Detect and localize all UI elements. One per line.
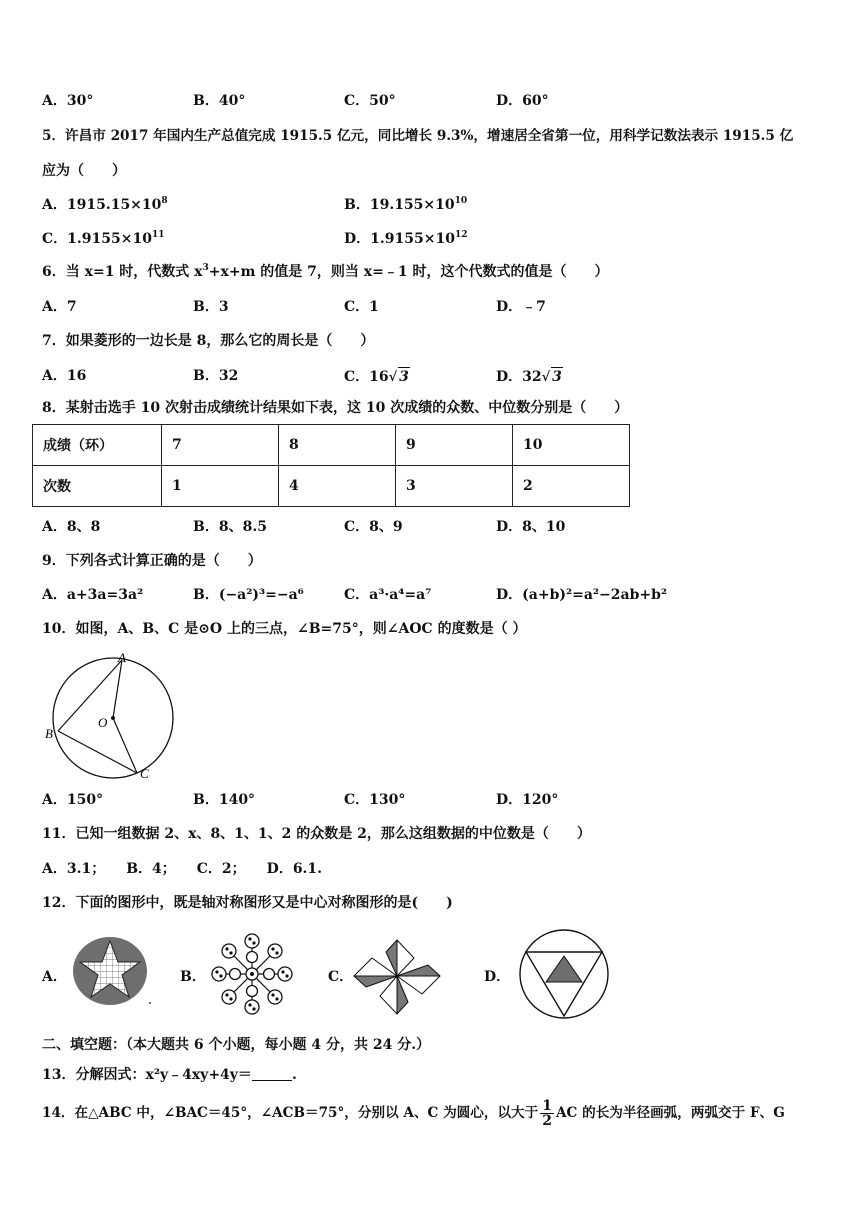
- q5-option-c: C．$1.9155\times 10^{11}$: [42, 230, 165, 247]
- q7-option-a: A．16: [42, 368, 87, 384]
- q7-option-d: D．32√ 3: [496, 369, 562, 385]
- q9-option-d: D．(a+b)²=a²−2ab+b²: [496, 587, 668, 603]
- q9-stem: 9．下列各式计算正确的是（ ）: [42, 553, 262, 569]
- q6-option-d: D．﹣7: [496, 299, 546, 315]
- q4-option-d: D．60°: [496, 93, 549, 109]
- q7-stem: 7．如果菱形的一边长是 8，那么它的周长是（ ）: [42, 333, 375, 349]
- q4-option-a: A．30°: [42, 93, 94, 109]
- label-a: A: [118, 650, 126, 665]
- q10-circle-figure: [36, 648, 176, 784]
- q8-score-table: [32, 424, 630, 507]
- q12-stem: 12．下面的图形中，既是轴对称图形又是中心对称图形的是( ): [42, 895, 453, 911]
- q6-option-c: C．1: [344, 299, 379, 315]
- q4-option-c: C．50°: [344, 93, 396, 109]
- label-b: B: [45, 726, 53, 741]
- table-cell: 次数: [33, 466, 162, 507]
- q8-option-d: D．8、10: [496, 519, 566, 535]
- answer-blank: [252, 1066, 292, 1081]
- q11-options: A．3.1； B．4； C．2； D．6.1.: [42, 861, 323, 877]
- q12-label-d: D．: [484, 969, 511, 985]
- q14-stem: 14．在△ABC 中，∠BAC＝45°，∠ACB＝75°，分别以 A、C 为圆心，以大于 $\frac{1}{2}$ AC 的长为半径画弧，两弧交于 F、G: [42, 1098, 785, 1129]
- table-cell: 10: [513, 425, 630, 466]
- q10-option-a: A．150°: [42, 792, 104, 808]
- q10-option-b: B．140°: [193, 792, 256, 808]
- section2-heading: 二、填空题：（本大题共 6 个小题，每小题 4 分，共 24 分.）: [42, 1037, 431, 1053]
- q9-option-b: B．(−a²)³=−a⁶: [193, 587, 304, 603]
- pinwheel-blades: [354, 940, 440, 1014]
- segment-bc: [58, 731, 137, 773]
- q5-option-b: B．$19.155\times 10^{10}$: [344, 196, 468, 213]
- table-row: [33, 425, 630, 466]
- q5-stem-line2: 应为（ ）: [42, 163, 126, 179]
- segment-oc: [113, 718, 137, 773]
- q5-option-a: A．$1915.15\times 10^8$: [42, 196, 168, 213]
- q10-stem: 10．如图，A、B、C 是⊙O 上的三点，∠B=75°，则∠AOC 的度数是（ ）: [42, 621, 527, 637]
- q4-option-b: B．40°: [193, 93, 246, 109]
- q10-option-c: C．130°: [344, 792, 406, 808]
- q6-stem: 6．当 x=1 时，代数式 $x^3+x+m$ 的值是 7，则当 x=﹣1 时，这个代数式的值是（ ）: [42, 263, 609, 280]
- label-c: C: [140, 766, 149, 781]
- table-cell: 成绩（环）: [33, 425, 162, 466]
- table-cell: 2: [513, 466, 630, 507]
- q8-option-b: B．8、8.5: [193, 519, 267, 535]
- q12-figure-b-flower: [210, 932, 294, 1016]
- q8-stem: 8．某射击选手 10 次射击成绩统计结果如下表，这 10 次成绩的众数、中位数分别是（ ）: [42, 400, 629, 416]
- table-cell: 1: [162, 466, 279, 507]
- q7-option-b: B．32: [193, 368, 239, 384]
- q11-stem: 11．已知一组数据 2、x、8、1、1、2 的众数是 2，那么这组数据的中位数是（ ）: [42, 826, 591, 842]
- table-cell: 9: [396, 425, 513, 466]
- label-o: O: [98, 715, 108, 730]
- table-cell: 4: [279, 466, 396, 507]
- q8-option-a: A．8、8: [42, 519, 101, 535]
- q7-option-c: C．16√ 3: [344, 369, 409, 385]
- q12-figure-c-pinwheel: [350, 934, 444, 1018]
- q5-stem-line1: 5．许昌市 2017 年国内生产总值完成 1915.5 亿元，同比增长 9.3%，增速居全省第一位，用科学记数法表示 1915.5 亿: [42, 128, 794, 144]
- q10-option-d: D．120°: [496, 792, 559, 808]
- q12-label-b: B．: [180, 969, 206, 985]
- table-row: [33, 466, 630, 507]
- center-point: [111, 716, 115, 720]
- q12-figure-d-triangle-circle: [516, 926, 612, 1022]
- table-cell: 3: [396, 466, 513, 507]
- q9-option-a: A．a+3a=3a²: [42, 587, 144, 603]
- q12-label-c: C．: [328, 969, 354, 985]
- q6-option-a: A．7: [42, 299, 77, 315]
- table-cell: 7: [162, 425, 279, 466]
- q13-stem: 13．分解因式：x²y﹣4xy+4y＝ .: [42, 1067, 297, 1083]
- q12-figure-a-star: [70, 935, 154, 1009]
- q6-option-b: B．3: [193, 299, 229, 315]
- segment-ab: [58, 660, 122, 731]
- dot-mark: [149, 1002, 151, 1004]
- q8-option-c: C．8、9: [344, 519, 403, 535]
- q9-option-c: C．a³·a⁴=a⁷: [344, 587, 432, 603]
- table-cell: 8: [279, 425, 396, 466]
- q5-option-d: D．$1.9155\times 10^{12}$: [344, 230, 468, 247]
- fraction-half: $\frac{1}{2}$: [542, 1098, 552, 1129]
- q12-label-a: A．: [42, 969, 67, 985]
